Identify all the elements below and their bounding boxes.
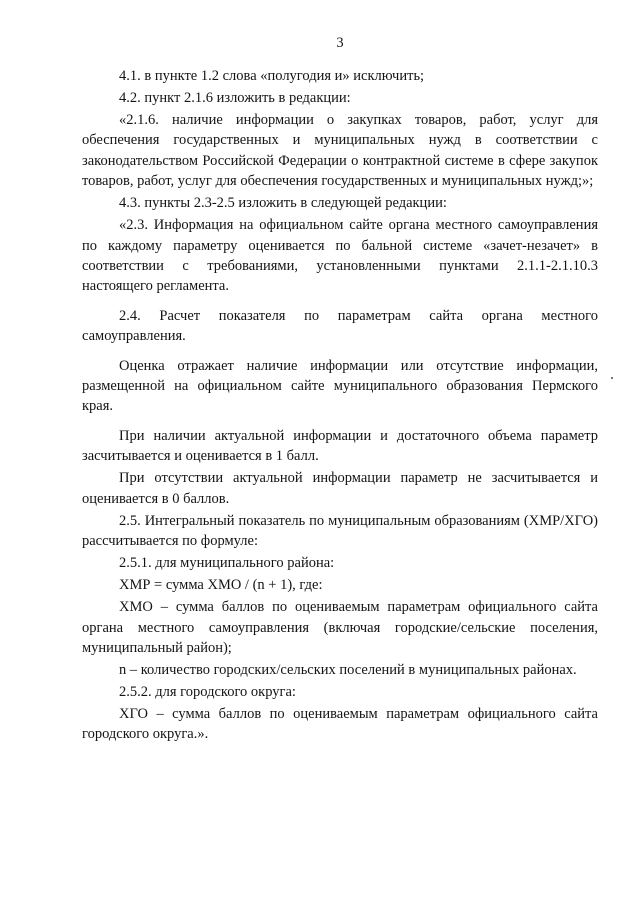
paragraph-score-zero: При отсутствии актуальной информации параметр не засчитывается и оценивается в 0 баллов. xyxy=(82,470,598,507)
formula-xmr: ХМР = сумма ХМО / (n + 1), где: xyxy=(119,577,323,594)
paragraph-assessment: Оценка отражает наличие информации или отсутствие информации, размещенной на официальном сайте муниципального образования Пермского края. xyxy=(82,357,598,415)
paragraph-score-one: При наличии актуальной информации и достаточного объема параметр засчитывается и оценивается в 1 балл. xyxy=(82,427,598,465)
paragraph-4-2: 4.2. пункт 2.1.6 изложить в редакции: xyxy=(119,90,351,106)
paragraph-2-5-1: 2.5.1. для муниципального района: xyxy=(119,555,335,572)
definition-xgo: ХГО – сумма баллов по оцениваемым параметрам официального сайта городского округа.». xyxy=(82,705,598,743)
paragraph-2-4: 2.4. Расчет показателя по параметрам сайта органа местного самоуправления. xyxy=(82,307,598,345)
paragraph-4-1: 4.1. в пункте 1.2 слова «полугодия и» исключить; xyxy=(119,68,425,84)
paragraph-2-3: «2.3. Информация на официальном сайте органа местного самоуправления по каждому параметру оценивается по бальной системе «зачет-незачет» в соответствии с требованиями, установленными пунктами 2.1.1-2.1.10.3 настоящего регламента. xyxy=(82,217,598,295)
definition-xmo: ХМО – сумма баллов по оцениваемым параметрам официального сайта органа местного самоуправления (включая городские/сельские поселения, муниципальный район); xyxy=(82,599,598,656)
paragraph-2-5-2: 2.5.2. для городского округа: xyxy=(119,683,296,700)
paragraph-2-1-6: «2.1.6. наличие информации о закупках товаров, работ, услуг для обеспечения государственных и муниципальных нужд в соответствии с законодательством Российской Федерации о контрактной системе в сфере закупок товаров, работ, услуг для обеспечения государственных и муниципальных нужд;»; xyxy=(82,112,598,190)
page-number: 3 xyxy=(336,35,344,51)
paragraph-4-3: 4.3. пункты 2.3-2.5 изложить в следующей редакции: xyxy=(119,195,447,212)
scan-speck xyxy=(611,377,613,379)
document-body xyxy=(82,66,598,746)
paragraph-2-5: 2.5. Интегральный показатель по муниципальным образованиям (ХМР/ХГО) рассчитывается по формуле: xyxy=(82,512,598,550)
definition-n: n – количество городских/сельских поселений в муниципальных районах. xyxy=(119,661,577,678)
